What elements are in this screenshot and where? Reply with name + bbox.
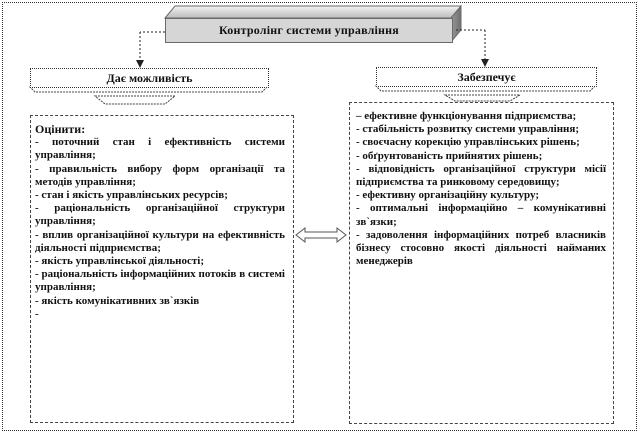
right-list-item: – ефективне функціонування підприємства; (356, 110, 577, 122)
double-arrow-icon (296, 228, 346, 242)
right-list-item: - стабільність розвитку системи управління; (356, 123, 580, 136)
branch-left-header: Дає можливість (30, 68, 269, 88)
left-list-item: - правильність вибору форм організації та методів управління; (35, 162, 285, 188)
left-list-item: - вплив організаційної культури на ефективність діяльності підприємства; (35, 228, 285, 254)
right-list-item: - своєчасну корекцію управлінських рішень; (356, 136, 580, 149)
left-list-item: - (35, 307, 39, 320)
right-list (356, 110, 606, 268)
left-list-item: - якість комунікативних зв`язків (35, 294, 200, 307)
right-list-item: - задоволення інформаційних потреб власників бізнесу стосовно якості діяльності найманих менеджерів (356, 228, 606, 268)
funnel-right (445, 95, 520, 101)
right-list-item: - оптимальні інформаційно – комунікативні зв`язки; (356, 202, 606, 228)
left-list-heading: Оцінити: (35, 122, 86, 136)
left-list-item: - раціональність організаційної структури управління; (35, 202, 285, 228)
left-list-item: - поточний стан і ефективність системи управління; (35, 136, 285, 162)
right-list-item: - відповідність організаційної структури місії підприємства та ринковому середовищу; (356, 162, 606, 189)
left-list-item: - якість управлінської діяльності; (35, 255, 205, 268)
title-text: Контролінг системи управління (219, 23, 399, 37)
left-list (35, 123, 285, 321)
right-list-item: - ефективну організаційну культуру; (356, 189, 540, 202)
title-box (165, 18, 453, 43)
funnel-left (95, 96, 175, 104)
branch-right-header: Забезпечує (376, 67, 597, 87)
left-list-item: - стан і якість управлінських ресурсів; (35, 189, 228, 202)
right-list-item: - обґрунтованість прийнятих рішень; (356, 149, 543, 162)
left-list-item: - раціональність інформаційних потоків в системі управління; (35, 268, 285, 294)
title-box-top-face (165, 6, 461, 18)
